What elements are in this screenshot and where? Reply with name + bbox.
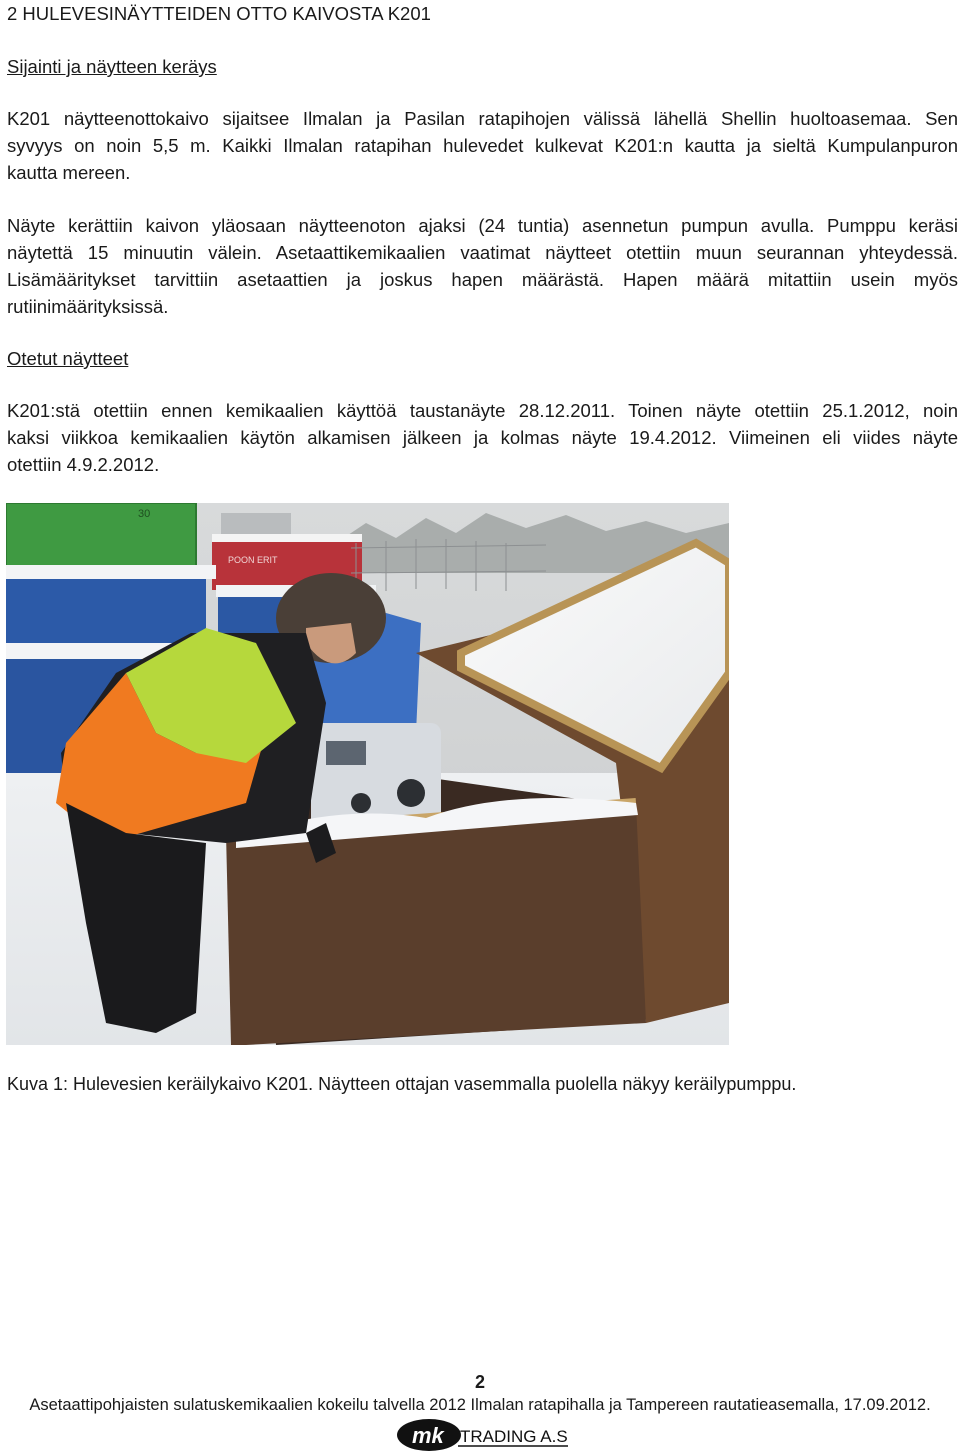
text-line: K201:stä otettiin ennen kemikaalien käyttöä taustanäyte 28.12.2011. Toinen näyte otettiin 25.1.2012, noin: [7, 400, 958, 421]
subheading-location: Sijainti ja näytteen keräys: [7, 56, 217, 77]
text-line: kaksi viikkoa kemikaalien käytön alkamisen jälkeen ja kolmas näyte 19.4.2012. Viimeinen eli viides näyte: [7, 427, 958, 448]
trailer-sign: POON ERIT: [228, 555, 278, 565]
text-line: kautta mereen.: [7, 162, 131, 183]
subheading-samples: Otetut näytteet: [7, 348, 129, 369]
paragraph-sampling: [7, 212, 958, 320]
footer-text: Asetaattipohjaisten sulatuskemikaalien kokeilu talvella 2012 Ilmalan ratapihalla ja Tampereen rautatieasemalla, 17.09.2012.: [29, 1396, 931, 1414]
logo-mk-text: mk: [412, 1423, 444, 1448]
page-number: 2: [474, 1372, 485, 1392]
text-line: otettiin 4.9.2.2012.: [7, 454, 160, 475]
text-line: K201 näytteenottokaivo sijaitsee Ilmalan ja Pasilan ratapihojen välissä lähellä Shellin huoltoasemaa. Sen: [7, 108, 958, 129]
text-line: syvyys on noin 5,5 m. Kaikki Ilmalan ratapihan hulevedet kulkevat K201:n kautta ja sieltä Kumpulanpuron: [7, 135, 958, 156]
paragraph-samples: [7, 397, 958, 478]
figure-caption: Kuva 1: Hulevesien keräilykaivo K201. Näytteen ottajan vasemmalla puolella näkyy keräilypumppu.: [7, 1074, 797, 1094]
text-line: rutiinimäärityksissä.: [7, 296, 169, 317]
container-number: 30: [138, 508, 151, 520]
sampling-well-photo: [6, 503, 729, 1045]
paragraph-location: [7, 105, 958, 186]
mk-trading-logo: [396, 1418, 574, 1452]
text-line: Lisämääritykset tarvittiin asetaattien ja joskus hapen määrästä. Hapen määrä mitattiin usein myös: [7, 269, 958, 290]
logo-company-text: TRADING A.S: [460, 1427, 568, 1446]
text-line: näytettä 15 minuutin välein. Asetaattikemikaalien vaatimat näytteet otettiin muun seurannan yhteydessä.: [7, 242, 958, 263]
section-heading: 2 HULEVESINÄYTTEIDEN OTTO KAIVOSTA K201: [7, 3, 431, 24]
text-line: Näyte kerättiin kaivon yläosaan näytteenoton ajaksi (24 tuntia) asennetun pumpun avulla. Pumppu keräsi: [7, 215, 958, 236]
